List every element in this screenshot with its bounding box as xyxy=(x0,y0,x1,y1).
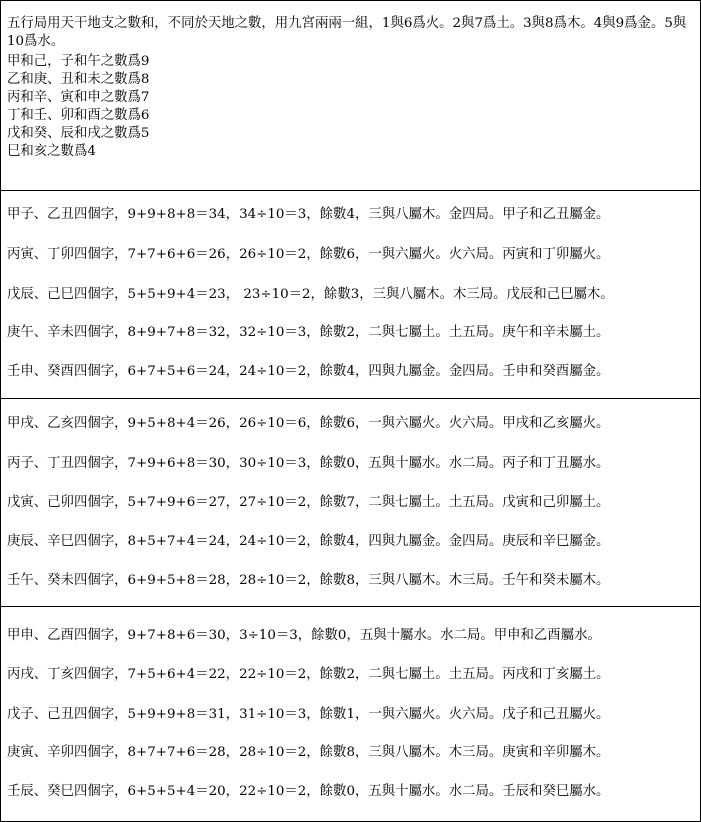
intro-line: 丁和壬、卯和酉之數爲6 xyxy=(7,108,150,123)
calc-row: 甲戌、乙亥四個字，9+5+8+4＝26，26÷10＝6，餘數6，一與六屬火。火六局。甲戌和乙亥屬火。 xyxy=(7,416,610,431)
intro-paragraph: 五行局用天干地支之數和，不同於天地之數，用九宮兩兩一組，1與6爲火。2與7爲土。3與8爲木。4與9爲金。5與10爲水。 xyxy=(7,16,687,49)
intro-line: 巳和亥之數爲4 xyxy=(7,144,96,159)
calc-row: 戊子、己丑四個字，5+9+9+8＝31，31÷10＝3，餘數1，一與六屬火。火六局。戊子和己丑屬火。 xyxy=(7,707,610,722)
calc-row: 壬申、癸酉四個字，6+7+5+6＝24，24÷10＝2，餘數4，四與九屬金。金四局。壬申和癸酉屬金。 xyxy=(7,364,610,379)
group-section xyxy=(1,398,700,607)
calc-row: 甲子、乙丑四個字，9+9+8+8＝34，34÷10＝3，餘數4，三與八屬木。金四局。甲子和乙丑屬金。 xyxy=(7,207,610,222)
intro-line: 甲和己，子和午之數爲9 xyxy=(7,54,150,69)
calc-row: 庚午、辛未四個字，8+9+7+8＝32，32÷10＝3，餘數2，二與七屬土。土五局。庚午和辛未屬土。 xyxy=(7,325,610,340)
calc-row: 壬午、癸未四個字，6+9+5+8＝28，28÷10＝2，餘數8，三與八屬木。木三局。壬午和癸未屬木。 xyxy=(7,573,610,588)
calc-row: 丙戌、丁亥四個字，7+5+6+4＝22，22÷10＝2，餘數2，二與七屬土。土五局。丙戌和丁亥屬土。 xyxy=(7,667,610,682)
calc-row: 丙子、丁丑四個字，7+9+6+8＝30，30÷10＝3，餘數0，五與十屬水。水二局。丙子和丁丑屬水。 xyxy=(7,456,610,471)
calc-row: 庚寅、辛卯四個字，8+7+7+6＝28，28÷10＝2，餘數8，三與八屬木。木三局。庚寅和辛卯屬木。 xyxy=(7,745,610,760)
intro-line: 乙和庚、丑和未之數爲8 xyxy=(7,72,150,87)
calc-row: 庚辰、辛巳四個字，8+5+7+4＝24，24÷10＝2，餘數4，四與九屬金。金四局。庚辰和辛巳屬金。 xyxy=(7,534,610,549)
intro-line: 丙和辛、寅和申之數爲7 xyxy=(7,90,150,105)
group-section xyxy=(1,190,700,399)
calc-row: 丙寅、丁卯四個字，7+7+6+6＝26，26÷10＝2，餘數6，一與六屬火。火六局。丙寅和丁卯屬火。 xyxy=(7,247,610,262)
group-section xyxy=(1,606,700,821)
calc-row: 戊辰、己巳四個字，5+5+9+4＝23， 23÷10＝2，餘數3，三與八屬木。木三局。戊辰和己巳屬木。 xyxy=(7,287,614,302)
calc-row: 甲申、乙酉四個字，9+7+8+6＝30，3÷10＝3，餘數0，五與十屬水。水二局。甲申和乙酉屬水。 xyxy=(7,628,601,643)
intro-line: 戊和癸、辰和戌之數爲5 xyxy=(7,126,150,141)
calc-row: 壬辰、癸巳四個字，6+5+5+4＝20，22÷10＝2，餘數0，五與十屬水。水二局。壬辰和癸巳屬水。 xyxy=(7,784,610,799)
calc-row: 戊寅、己卯四個字，5+7+9+6＝27，27÷10＝2，餘數7，二與七屬土。土五局。戊寅和己卯屬土。 xyxy=(7,495,610,510)
